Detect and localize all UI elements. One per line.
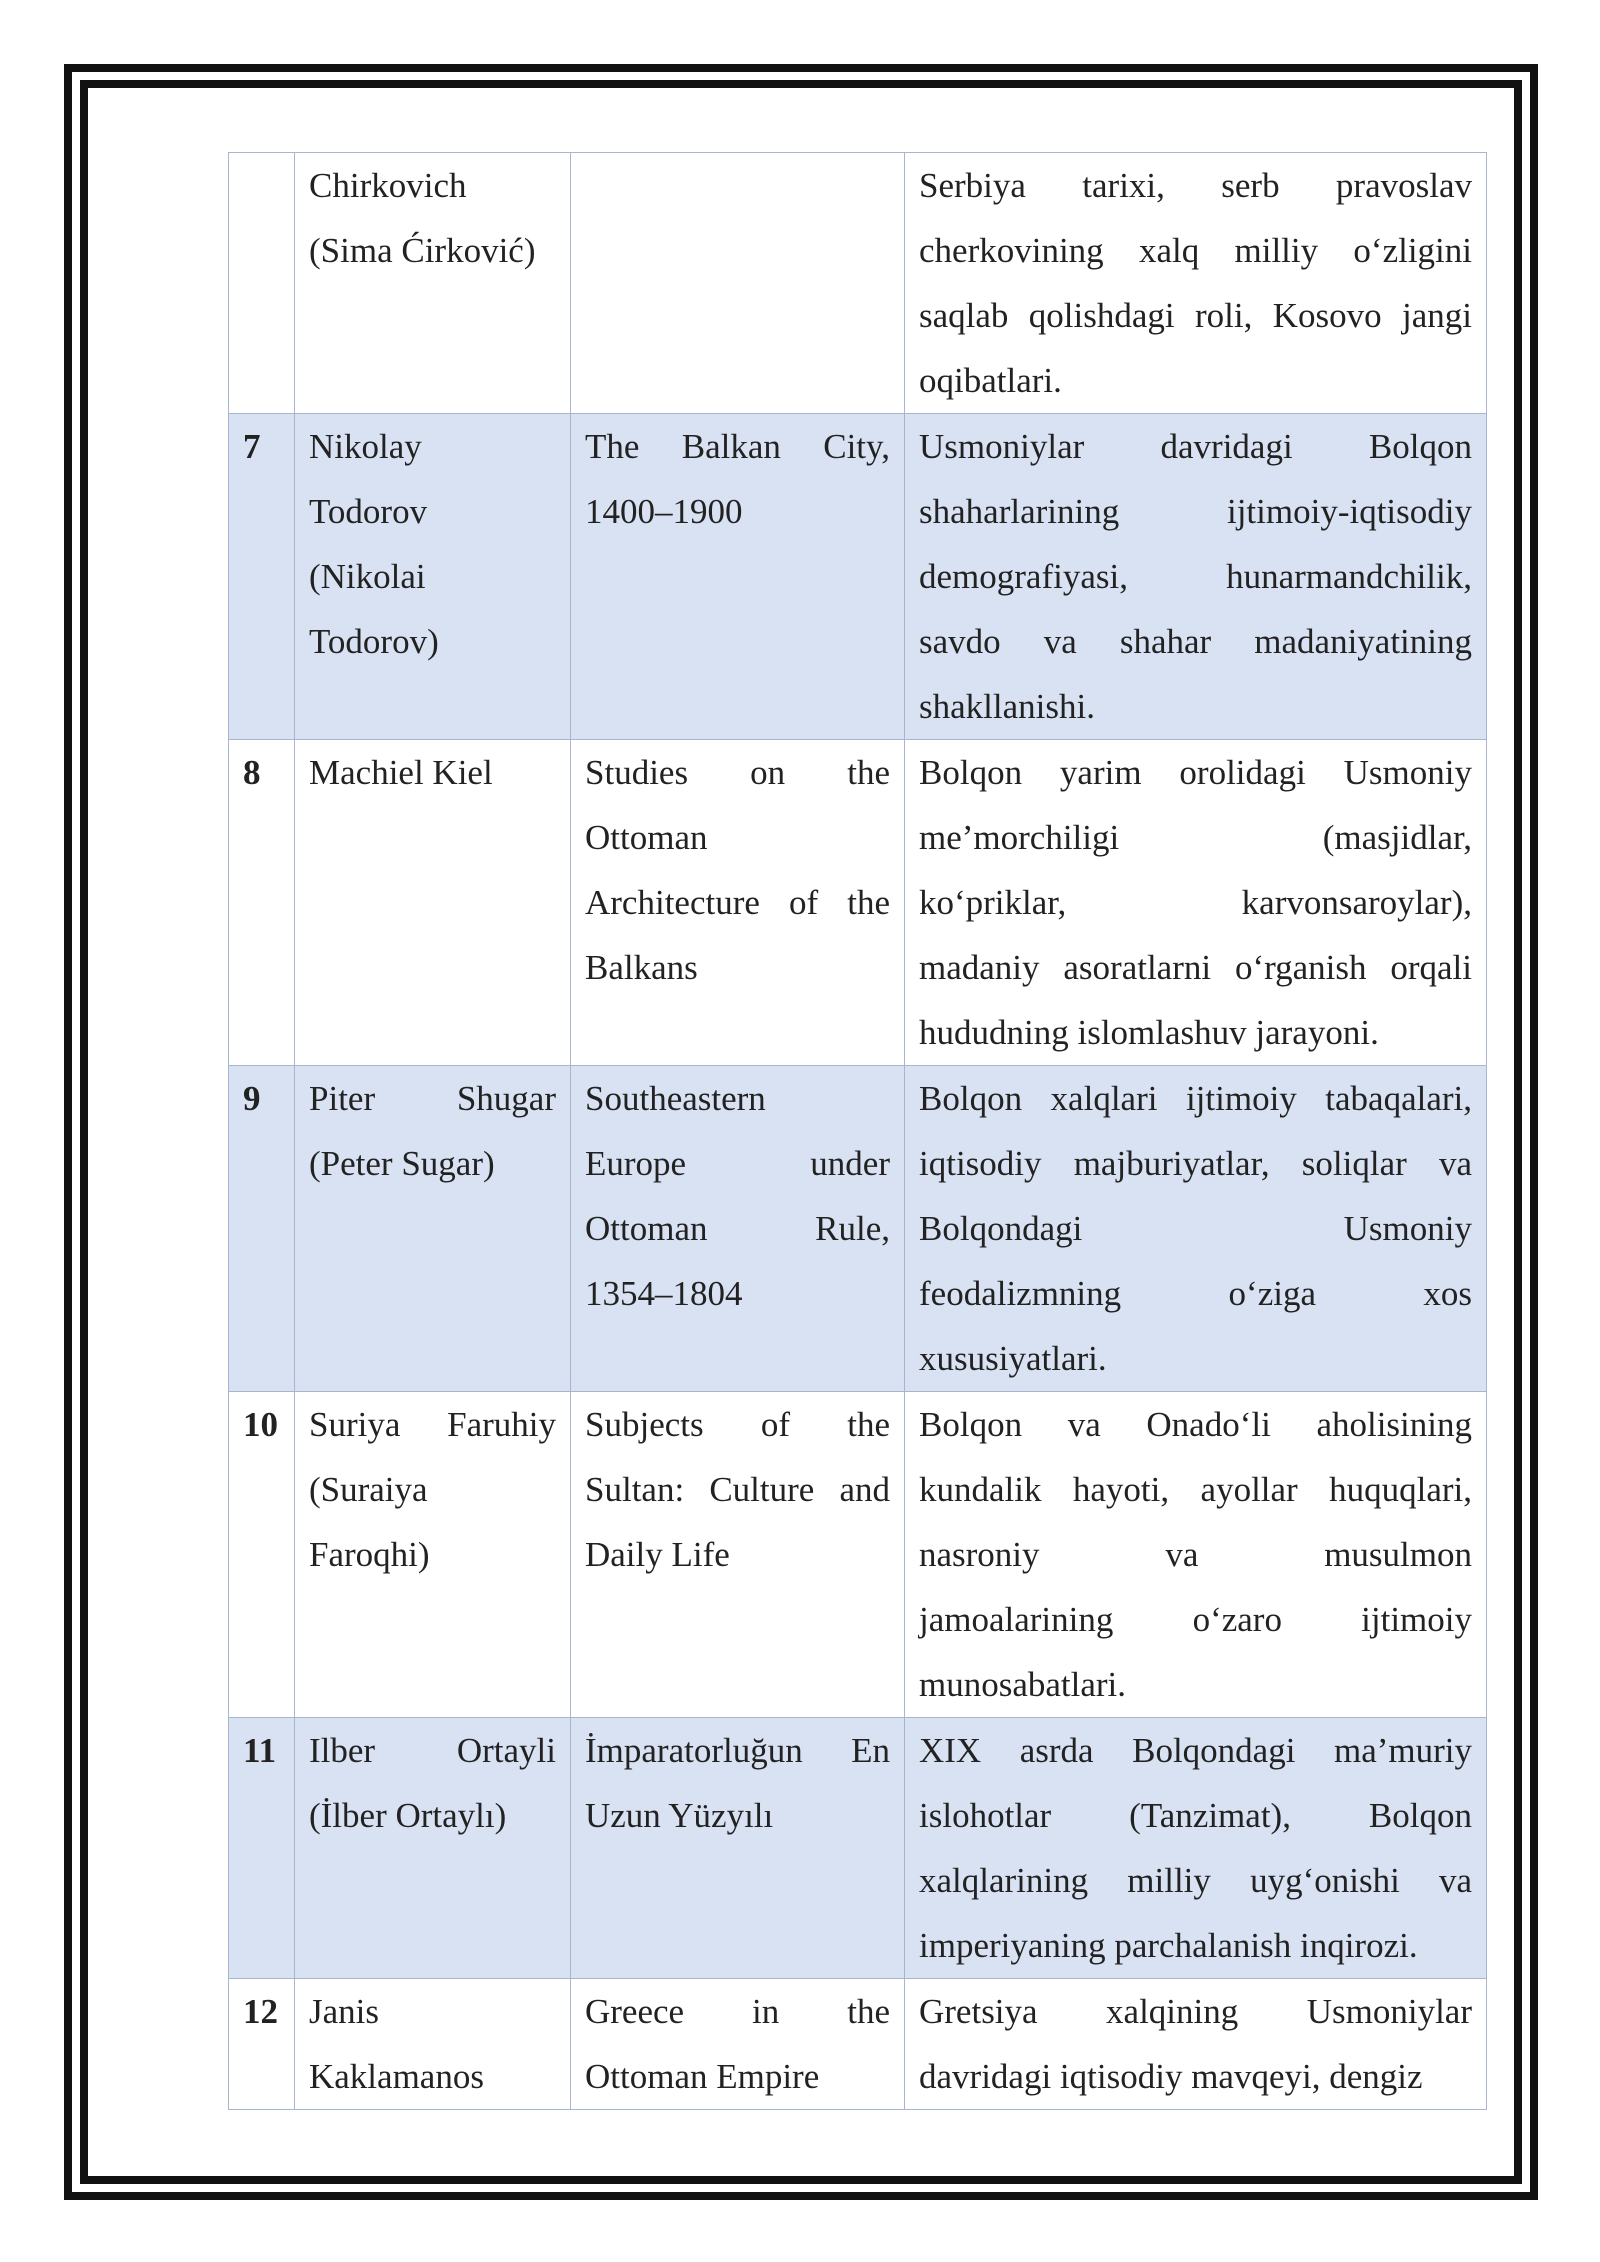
work-title-line: Uzun Yüzyılı bbox=[585, 1796, 774, 1835]
description-cell bbox=[905, 1066, 1487, 1392]
description-line: shakllanishi. bbox=[919, 687, 1095, 726]
author-line: Suriya Faruhiy bbox=[309, 1405, 556, 1444]
table-row bbox=[229, 1392, 1487, 1718]
description-cell bbox=[905, 1392, 1487, 1718]
description-line: saqlab qolishdagi roli, Kosovo jangi bbox=[919, 296, 1472, 335]
row-number-cell: 7 bbox=[229, 414, 295, 740]
description-line: Usmoniylar davridagi Bolqon bbox=[919, 427, 1472, 466]
table-row bbox=[229, 740, 1487, 1066]
author-cell bbox=[295, 153, 571, 414]
work-title-line: Southeastern bbox=[585, 1079, 766, 1118]
author-line: (Sima Ćirković) bbox=[309, 231, 536, 270]
work-title-cell bbox=[571, 153, 905, 414]
description-line: iqtisodiy majburiyatlar, soliqlar va bbox=[919, 1144, 1472, 1183]
author-line: Chirkovich bbox=[309, 166, 467, 205]
description-line: XIX asrda Bolqondagi ma’muriy bbox=[919, 1731, 1472, 1770]
work-title-line: Subjects of the bbox=[585, 1405, 890, 1444]
author-line: Ilber Ortayli bbox=[309, 1731, 556, 1770]
description-cell bbox=[905, 1979, 1487, 2110]
description-line: Bolqon xalqlari ijtimoiy tabaqalari, bbox=[919, 1079, 1472, 1118]
description-line: kundalik hayoti, ayollar huquqlari, bbox=[919, 1470, 1472, 1509]
description-line: feodalizmning o‘ziga xos bbox=[919, 1274, 1472, 1313]
author-cell bbox=[295, 1979, 571, 2110]
author-line: Nikolay bbox=[309, 427, 422, 466]
description-line: Bolqondagi Usmoniy bbox=[919, 1209, 1472, 1248]
description-line: islohotlar (Tanzimat), Bolqon bbox=[919, 1796, 1472, 1835]
work-title-line: Europe under bbox=[585, 1144, 890, 1183]
description-line: savdo va shahar madaniyatining bbox=[919, 622, 1472, 661]
historians-table bbox=[228, 152, 1487, 2110]
table-row bbox=[229, 1066, 1487, 1392]
row-number-cell: 12 bbox=[229, 1979, 295, 2110]
work-title-line: 1354–1804 bbox=[585, 1274, 743, 1313]
description-line: munosabatlari. bbox=[919, 1665, 1127, 1704]
description-line: oqibatlari. bbox=[919, 361, 1062, 400]
author-line: (Nikolai bbox=[309, 557, 426, 596]
author-cell bbox=[295, 414, 571, 740]
description-cell bbox=[905, 414, 1487, 740]
author-line: Machiel Kiel bbox=[309, 753, 493, 792]
author-line: (Peter Sugar) bbox=[309, 1144, 495, 1183]
work-title-line: Ottoman bbox=[585, 818, 708, 857]
description-line: madaniy asoratlarni o‘rganish orqali bbox=[919, 948, 1472, 987]
description-cell bbox=[905, 1718, 1487, 1979]
description-line: ko‘priklar, karvonsaroylar), bbox=[919, 883, 1472, 922]
description-line: hududning islomlashuv jarayoni. bbox=[919, 1013, 1379, 1052]
row-number-cell: 11 bbox=[229, 1718, 295, 1979]
author-line: Piter Shugar bbox=[309, 1079, 556, 1118]
description-line: Bolqon va Onado‘li aholisining bbox=[919, 1405, 1472, 1444]
work-title-cell bbox=[571, 1392, 905, 1718]
table-row bbox=[229, 153, 1487, 414]
work-title-cell bbox=[571, 1066, 905, 1392]
table-row bbox=[229, 1718, 1487, 1979]
author-line: (İlber Ortaylı) bbox=[309, 1796, 507, 1835]
work-title-line: Sultan: Culture and bbox=[585, 1470, 890, 1509]
author-line: Todorov) bbox=[309, 622, 439, 661]
work-title-line: İmparatorluğun En bbox=[585, 1731, 890, 1770]
row-number-cell: 10 bbox=[229, 1392, 295, 1718]
work-title-line: Daily Life bbox=[585, 1535, 730, 1574]
author-line: Janis bbox=[309, 1992, 379, 2031]
description-line: shaharlarining ijtimoiy-iqtisodiy bbox=[919, 492, 1472, 531]
description-line: Bolqon yarim orolidagi Usmoniy bbox=[919, 753, 1472, 792]
description-line: jamoalarining o‘zaro ijtimoiy bbox=[919, 1600, 1472, 1639]
row-number-cell: 9 bbox=[229, 1066, 295, 1392]
author-cell bbox=[295, 1718, 571, 1979]
description-line: me’morchiligi (masjidlar, bbox=[919, 818, 1472, 857]
description-line: davridagi iqtisodiy mavqeyi, dengiz bbox=[919, 2057, 1423, 2096]
work-title-line: Studies on the bbox=[585, 753, 890, 792]
work-title-line: 1400–1900 bbox=[585, 492, 743, 531]
work-title-line: Ottoman Rule, bbox=[585, 1209, 890, 1248]
table-row bbox=[229, 414, 1487, 740]
author-line: Todorov bbox=[309, 492, 428, 531]
description-line: cherkovining xalq milliy o‘zligini bbox=[919, 231, 1472, 270]
description-line: Serbiya tarixi, serb pravoslav bbox=[919, 166, 1472, 205]
author-line: Kaklamanos bbox=[309, 2057, 484, 2096]
work-title-line: The Balkan City, bbox=[585, 427, 890, 466]
description-line: xalqlarining milliy uyg‘onishi va bbox=[919, 1861, 1472, 1900]
description-line: Gretsiya xalqining Usmoniylar bbox=[919, 1992, 1472, 2031]
author-cell bbox=[295, 740, 571, 1066]
description-line: imperiyaning parchalanish inqirozi. bbox=[919, 1926, 1418, 1965]
author-line: (Suraiya bbox=[309, 1470, 428, 1509]
author-line: Faroqhi) bbox=[309, 1535, 430, 1574]
work-title-cell bbox=[571, 1718, 905, 1979]
description-line: demografiyasi, hunarmandchilik, bbox=[919, 557, 1472, 596]
author-cell bbox=[295, 1392, 571, 1718]
table-row bbox=[229, 1979, 1487, 2110]
work-title-line: Ottoman Empire bbox=[585, 2057, 820, 2096]
work-title-cell bbox=[571, 414, 905, 740]
description-cell bbox=[905, 153, 1487, 414]
row-number-cell: 8 bbox=[229, 740, 295, 1066]
work-title-line: Greece in the bbox=[585, 1992, 890, 2031]
work-title-line: Balkans bbox=[585, 948, 698, 987]
description-cell bbox=[905, 740, 1487, 1066]
work-title-cell bbox=[571, 740, 905, 1066]
description-line: nasroniy va musulmon bbox=[919, 1535, 1472, 1574]
author-cell bbox=[295, 1066, 571, 1392]
work-title-cell bbox=[571, 1979, 905, 2110]
row-number-cell bbox=[229, 153, 295, 414]
work-title-line: Architecture of the bbox=[585, 883, 890, 922]
description-line: xususiyatlari. bbox=[919, 1339, 1107, 1378]
